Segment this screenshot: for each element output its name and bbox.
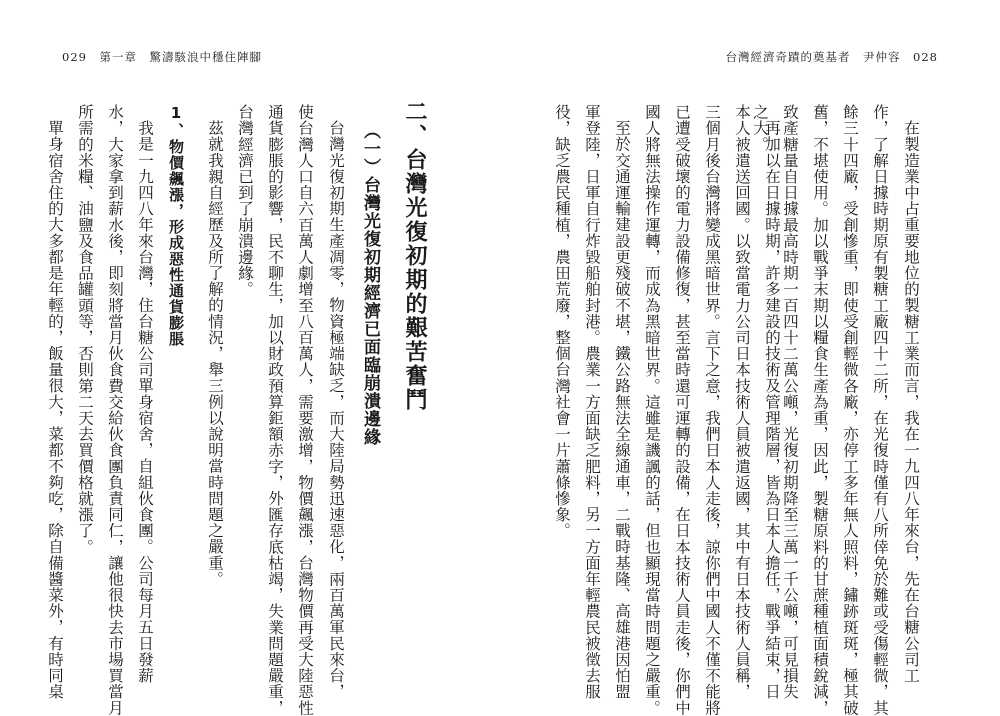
body-line: 軍登陸，日軍自行炸毀船舶封港。農業一方面缺乏肥料，另一方面年輕農民被徵去服 <box>583 104 601 700</box>
body-line: 三個月後台灣將變成黑暗世界。言下之意，我們日本人走後，諒你們中國人不僅不能將 <box>703 104 721 716</box>
body-line: 至於交通運輸建設更殘破不堪，鐵公路無法全線通車，二戰時基隆、高雄港因怕盟 <box>613 120 631 700</box>
body-line: 本人被遣送回國。以致當電力公司日本技術人員被遣返國，其中有日本技術人員稱， <box>733 104 751 700</box>
body-line: 台灣經濟已到了崩潰邊緣。 <box>236 104 254 298</box>
right-page-header: 台灣經濟奇蹟的奠基者 尹仲容 028 <box>725 50 938 64</box>
body-line: 我是一九四八年來台灣，住台糖公司單身宿舍，自組伙食團。公司每月五日發薪 <box>136 120 154 684</box>
body-line: 通貨膨脹的影響，民不聊生，加以財政預算鉅額赤字，外匯存底枯竭，失業問題嚴重， <box>266 104 284 716</box>
body-line: 單身宿舍住的大多都是年輕的，飯量很大，菜都不夠吃，除自備醬菜外，有時同桌 <box>46 120 64 700</box>
body-line: 之大。 <box>751 104 769 153</box>
body-line: 台灣光復初期生產凋零，物資極端缺乏，而大陸局勢迅速惡化，兩百萬軍民來台， <box>327 120 345 700</box>
body-line: 使台灣人口自六百萬人劇增至八百萬人，需要激增，物價飆漲，台灣物價再受大陸惡性 <box>296 104 314 716</box>
body-line: 再加以在日據時期，許多建設的技術及管理階層，皆為日本人擔任，戰爭結束，日 <box>763 120 781 700</box>
body-line: 致產糖量自日據最高時期一百四十二萬公噸，光復初期降至三萬一千公噸，可見損失 <box>781 104 799 700</box>
body-line: 國人將無法操作運轉，而成為黑暗世界。這雖是譏諷的話，但也顯現當時問題之嚴重。 <box>643 104 661 716</box>
numbered-section-title: 1、物價飆漲，形成惡性通貨膨脹 <box>167 104 185 347</box>
body-line: 已遭受破壞的電力設備修復，甚至當時還可運轉的設備，在日本技術人員走後，你們中 <box>673 104 691 716</box>
body-line: 水，大家拿到薪水後，即刻將當月伙食費交給伙食團負責同仁，讓他很快去市場買當月 <box>106 104 124 716</box>
body-line: 役，缺乏農民種植，農田荒廢，整個台灣社會一片蕭條慘象。 <box>553 104 571 539</box>
body-line: 作，了解日據時期原有製糖工廠四十二所，在光復時僅有八所倖免於難或受傷輕微，其 <box>871 104 889 716</box>
body-line: 舊，不堪使用。加以戰爭末期以糧食生產為重，因此，製糖原料的甘蔗種植面積銳減， <box>811 104 829 716</box>
body-line: 所需的米糧、油鹽及食品罐頭等，否則第二天去買價格就漲了。 <box>76 104 94 555</box>
body-line: 餘三十四廠，受創慘重，即使受創輕微各廠，亦停工多年無人照料，鏽跡斑斑，極其破 <box>841 104 859 716</box>
section-heading: 二、台灣光復初期的艱苦奮鬥 <box>402 100 428 412</box>
left-page-header: 029 第一章 驚濤駭浪中穩住陣腳 <box>62 50 262 64</box>
body-line: 在製造業中占重要地位的製糖工業而言，我在一九四八年來台，先在台糖公司工 <box>902 120 920 684</box>
subsection-heading: （一）台灣光復初期經濟已面臨崩潰邊緣 <box>360 122 380 446</box>
body-line: 茲就我親自經歷及所了解的情況，舉三例以說明當時問題之嚴重。 <box>206 120 224 587</box>
